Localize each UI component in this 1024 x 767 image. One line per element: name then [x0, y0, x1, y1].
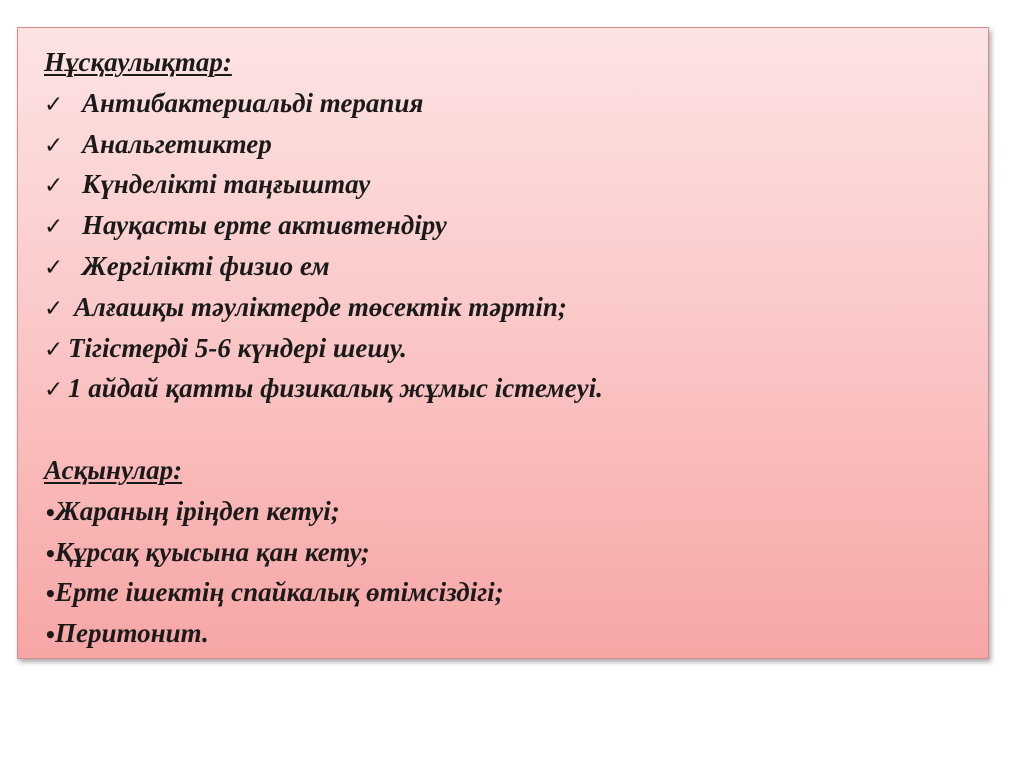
bullet-icon: • [44, 541, 57, 566]
check-icon: ✓ [44, 377, 64, 404]
check-icon: ✓ [44, 254, 64, 281]
complication-item [44, 572, 968, 613]
bullet-icon: • [44, 500, 57, 525]
instruction-item [44, 287, 968, 328]
complication-text: Құрсақ қуысына қан кету; [55, 536, 370, 567]
instruction-text: Науқасты ерте активтендіру [82, 210, 447, 241]
complication-item [44, 613, 968, 654]
instruction-item [44, 328, 968, 369]
check-icon: ✓ [44, 173, 64, 200]
instruction-text: Жергілікті физио ем [82, 250, 330, 281]
check-icon: ✓ [44, 91, 64, 118]
check-icon: ✓ [44, 336, 64, 363]
instruction-text: 1 айдай қатты физикалық жұмыс істемеуі. [68, 373, 603, 404]
instruction-item [44, 164, 968, 205]
check-icon: ✓ [44, 214, 64, 241]
instruction-item [44, 246, 968, 287]
instruction-item [44, 124, 968, 165]
complication-item [44, 491, 968, 532]
complications-heading: Асқынулар: [44, 454, 183, 485]
instruction-item [44, 368, 968, 409]
complication-text: Ерте ішектің спайкалық өтімсіздігі; [55, 577, 504, 608]
instruction-item [44, 83, 968, 124]
instruction-text: Антибактериальді терапия [82, 87, 424, 118]
bullet-icon: • [44, 582, 57, 607]
complication-text: Жараның іріңдеп кетуі; [55, 495, 340, 526]
instruction-text: Анальгетиктер [82, 128, 272, 159]
content-panel [17, 27, 989, 659]
section-gap [44, 409, 968, 450]
check-icon: ✓ [44, 132, 64, 159]
check-icon: ✓ [44, 295, 64, 322]
instruction-text: Тігістерді 5-6 күндері шешу. [68, 332, 407, 363]
bullet-icon: • [44, 623, 57, 648]
instruction-text: Алғашқы тәуліктерде төсектік тәртіп; [74, 291, 567, 322]
slide-text [44, 42, 968, 654]
complication-item [44, 532, 968, 573]
complication-text: Перитонит. [55, 618, 209, 649]
instructions-heading: Нұсқаулықтар: [44, 47, 232, 77]
instruction-text: Күнделікті таңғыштау [82, 169, 371, 200]
instruction-item [44, 205, 968, 246]
